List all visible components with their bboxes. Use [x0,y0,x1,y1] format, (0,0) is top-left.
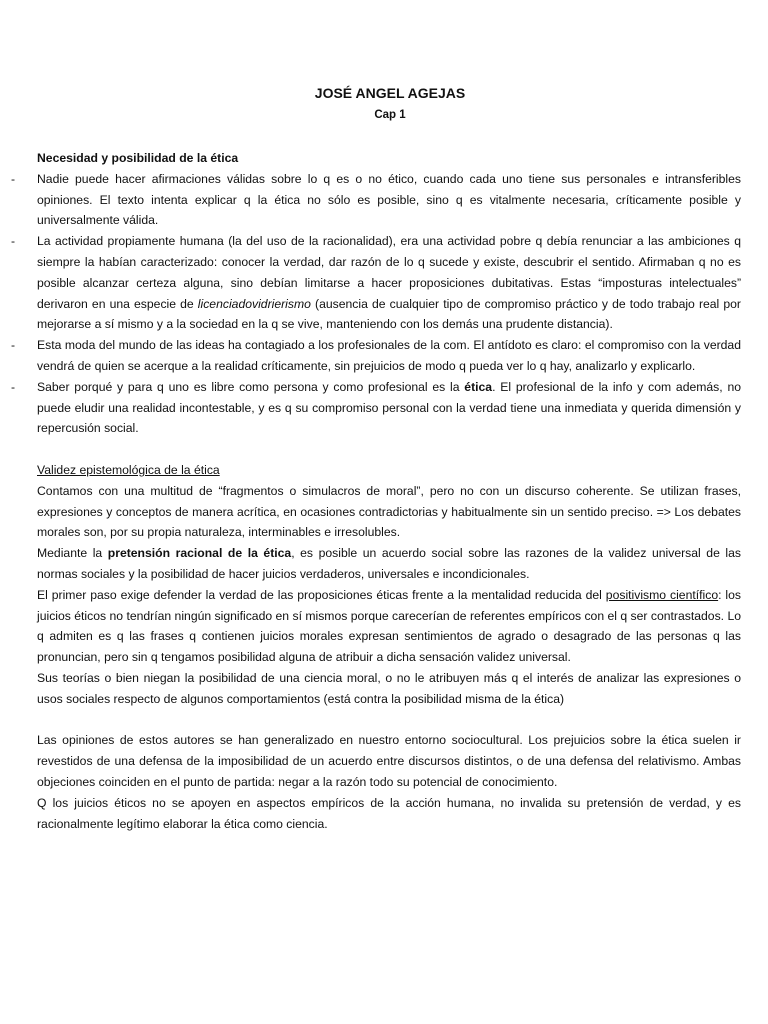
paragraph-text: . El profesional de la info y com además, no puede eludir una realidad incontestable, y es q su compromiso personal con la verdad tiene una inmediata y querida dimensión y repercusión social. [37,379,741,436]
bullet-paragraph-2 [37,231,741,335]
paragraph-text: (ausencia de cualquier tipo de compromiso práctico y de todo trabajo real por mejorarse a sí mismo y a la sociedad en la q se vive, manteniendo con los demás una prudente distancia). [37,296,741,332]
bold-term: pretensión racional de la ética [107,546,292,561]
paragraph-text: , es posible un acuerdo social sobre las razones de la validez universal de las normas sociales y la posibilidad de hacer juicios verdaderos, universales e incondicionales. [37,546,741,581]
paragraph-text: Saber porqué y para q uno es libre como persona y como profesional es la [37,379,465,394]
bullet-paragraph-1: - Nadie puede hacer afirmaciones válidas sobre lo q es o no ético, cuando cada uno tiene sus personales e intransferibles opiniones. El texto intenta explicar q la ética no sólo es posible, sino q es vitalmente necesaria, críticamente posible y universalmente válida. [37,169,741,231]
bullet-paragraph-4 [37,377,741,439]
paragraph: Sus teorías o bien niegan la posibilidad de una ciencia moral, o no le atribuyen más q el interés de analizar las expresiones o usos sociales respecto de algunos comportamientos (está contra la posibilidad misma de la ética) [37,670,741,706]
underlined-term: positivismo científico [605,587,719,602]
paragraph-text: Mediante la [37,546,108,561]
paragraph: Q los juicios éticos no se apoyen en aspectos empíricos de la acción humana, no invalida su pretensión de verdad, y es racionalmente legítimo elaborar la ética como ciencia. [37,795,741,831]
bold-term: ética [464,379,493,394]
chapter-label: Cap 1 [374,109,406,121]
paragraph [37,585,741,668]
paragraph: Las opiniones de estos autores se han generalizado en nuestro entorno sociocultural. Los prejuicios sobre la ética suelen ir revestidos de una defensa de la imposibilidad de un acuerdo entre discursos distintos, o de una defensa del relativismo. Ambas objeciones coinciden en el punto de partida: negar a la razón todo su potencial de conocimiento. [37,733,741,789]
spacer [37,439,741,460]
paragraph-text: : los juicios éticos no tendrían ningún significado en sí mismos porque carecerían de referentes empíricos con el q ser contrastados. Lo q admiten es q las frases q contienen juicios morales expresan sentimientos de agrado o desagrado de las personas q las pronuncian, pero sin q tengamos posibilidad alguna de atribuir a dicha sensación validez universal. [37,587,742,665]
paragraph-text: La actividad propiamente humana (la del uso de la racionalidad), era una actividad pobre q debía renunciar a las ambiciones q siempre la habían caracterizado: conocer la verdad, dar razón de lo q sucede y existe, descubrir el sentido. Afirmaban q no es posible alcanzar certeza alguna, sino debían limitarse a hacer proposiciones dubitativas. Estas “imposturas intelectuales” derivaron en una especie de [37,234,741,311]
section-heading-necesidad: Necesidad y posibilidad de la ética [37,151,239,165]
paragraph-text: El primer paso exige defender la verdad de las proposiciones éticas frente a la mentalidad reducida del [37,587,606,602]
spacer [37,710,741,731]
paragraph: Contamos con una multitud de “fragmentos o simulacros de moral”, pero no con un discurso coherente. Se utilizan frases, expresiones y conceptos de manera acrítica, en ocasiones contradictorias y habitualmente sin un sentido preciso. => Los debates morales son, por su propia naturaleza, interminables e irresolubles. [37,483,741,540]
bullet-paragraph-3: - Esta moda del mundo de las ideas ha contagiado a los profesionales de la com. El antídoto es claro: el compromiso con la verdad vendrá de quien se acerque a la realidad críticamente, sin prejuicios de modo q pueda ver lo q hay, analizarlo y explicarlo. [37,335,741,377]
document-title: JOSÉ ANGEL AGEJAS [314,85,466,101]
italic-term: licenciadovidrierismo [197,296,311,311]
paragraph [37,543,741,585]
section-heading-validez: Validez epistemológica de la ética [37,462,220,477]
document-body [37,148,741,834]
